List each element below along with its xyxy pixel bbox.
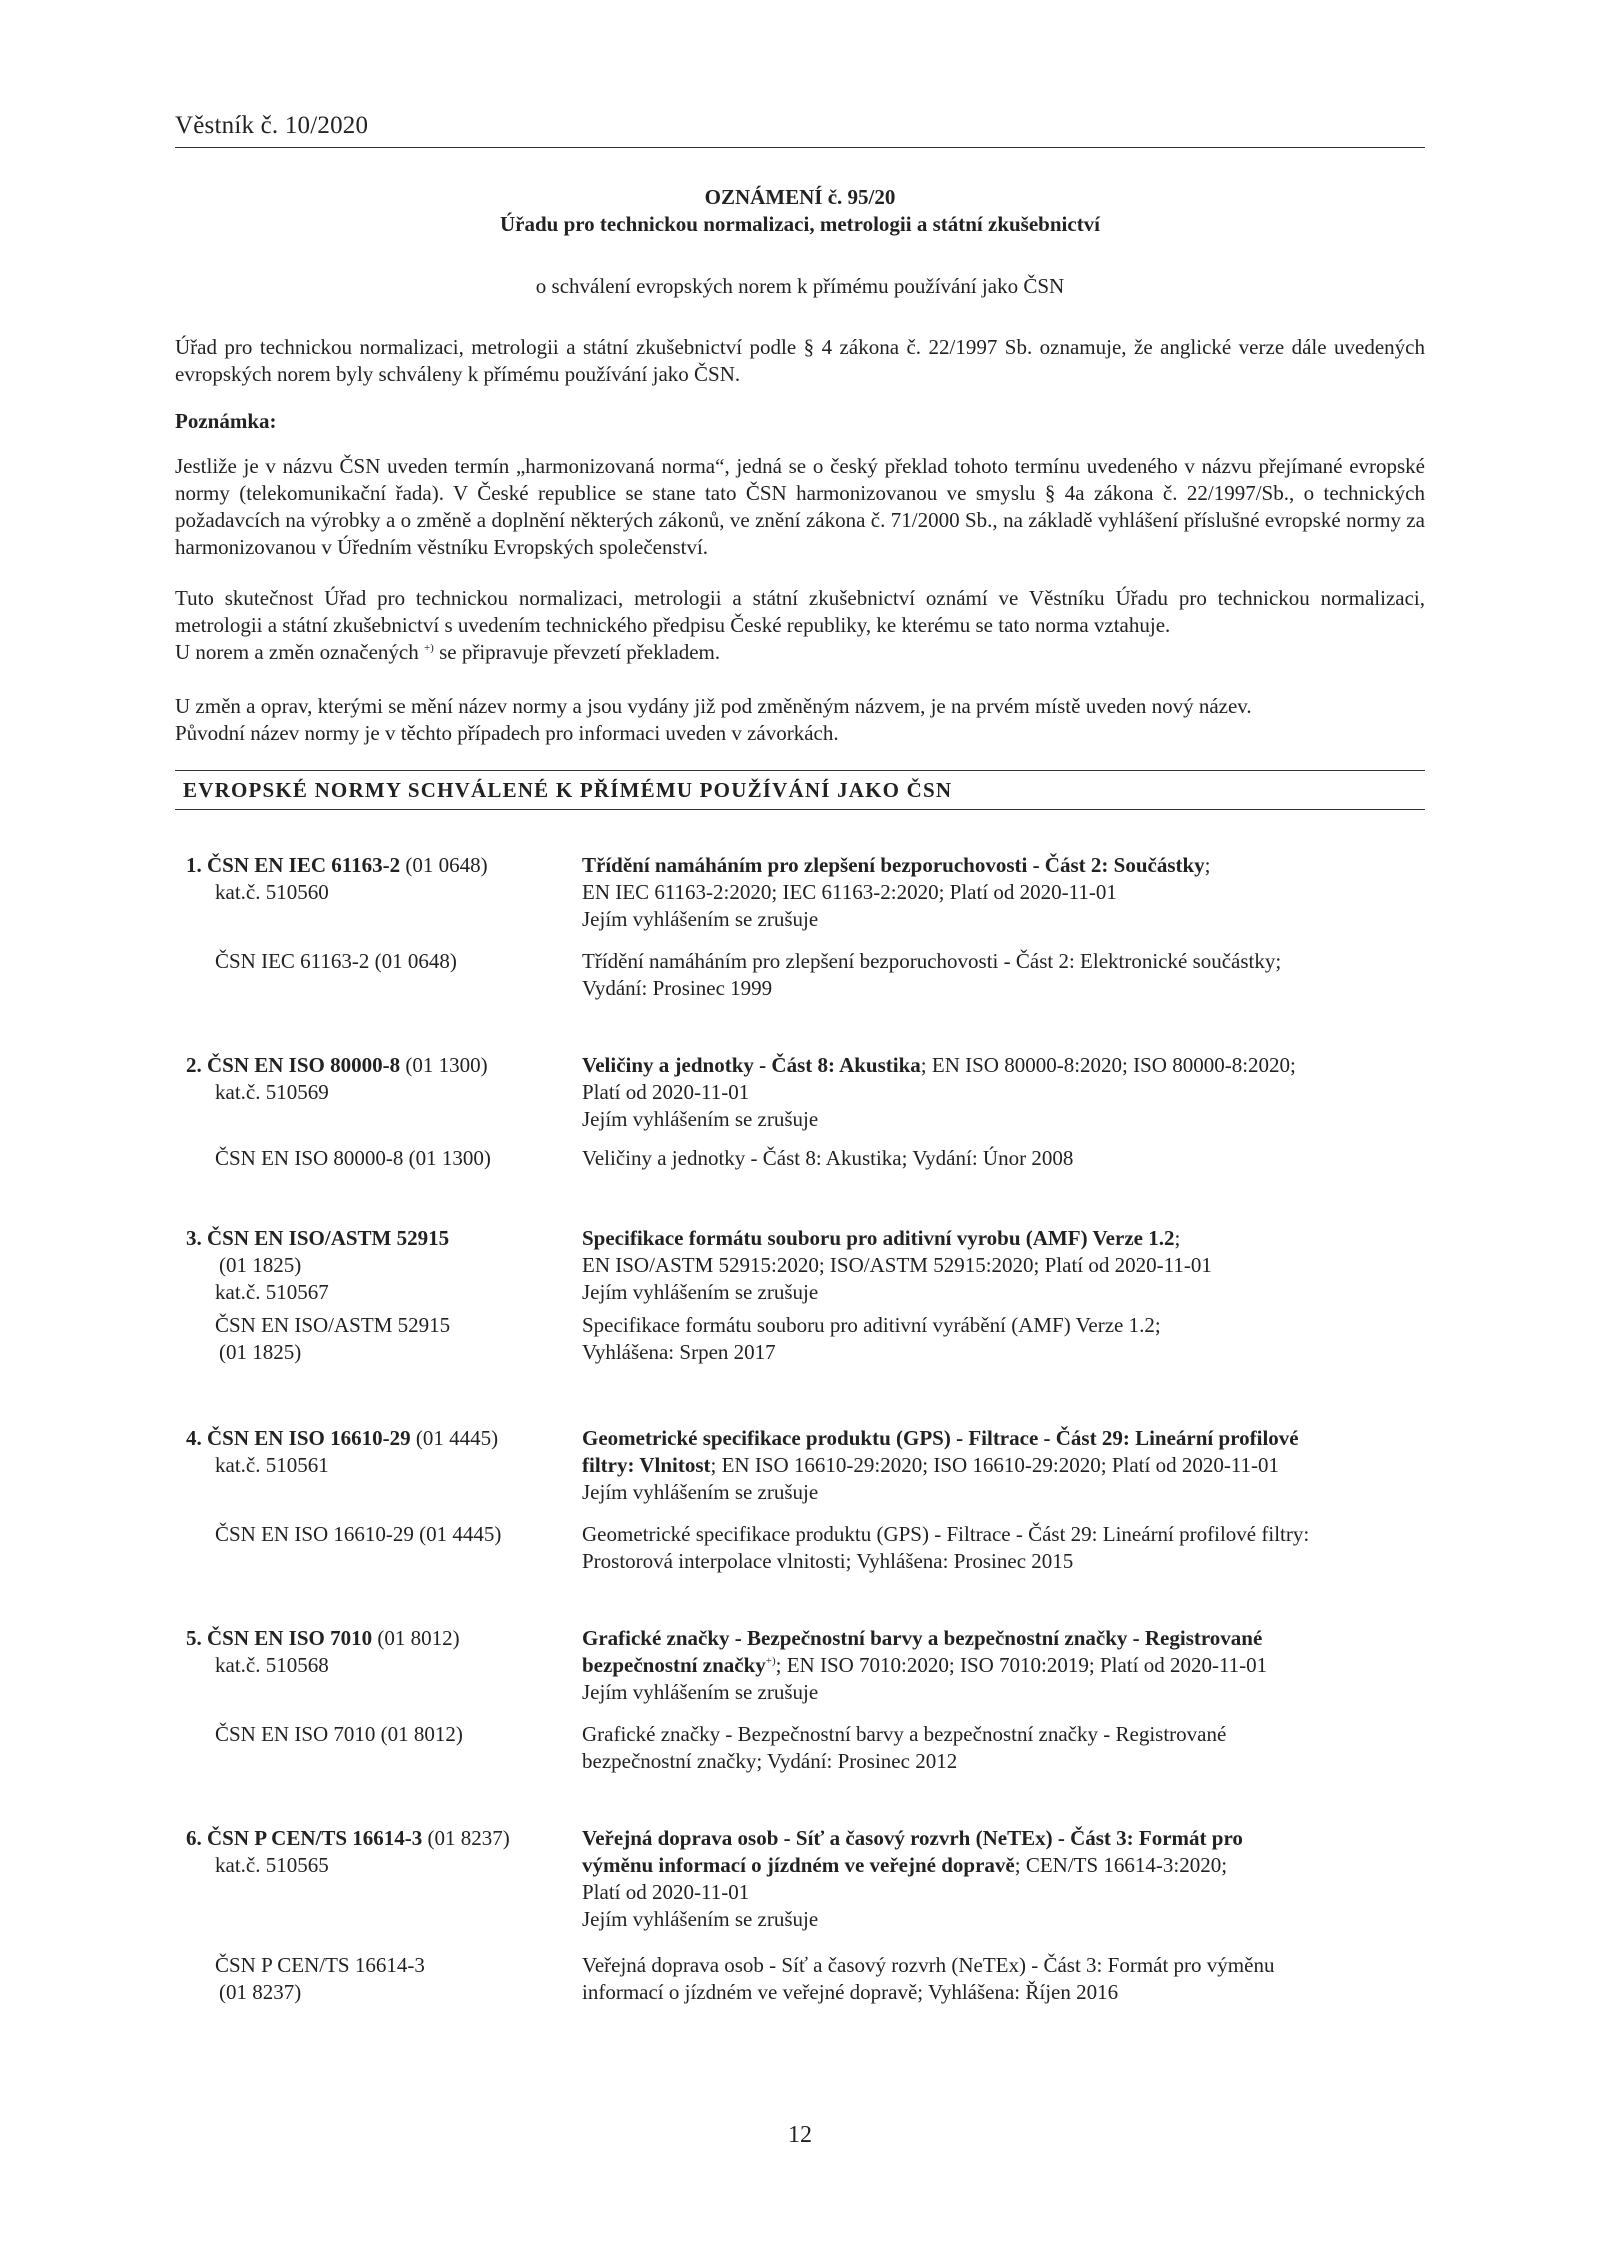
norm-number: 3. xyxy=(186,1226,207,1250)
norm-title-suffix: ; EN ISO 80000-8:2020; ISO 80000-8:2020; xyxy=(920,1053,1296,1077)
section-rule-bottom xyxy=(175,809,1425,810)
old-norm-id xyxy=(184,1952,564,2006)
old-norm-issue: bezpečnostní značky; Vydání: Prosinec 2012 xyxy=(582,1749,958,1773)
norm-description xyxy=(582,1052,1425,1133)
norm-replaces: Jejím vyhlášením se zrušuje xyxy=(582,1480,819,1504)
old-norm-issue: Vyhlášena: Srpen 2017 xyxy=(582,1340,776,1364)
norm-number: 5. xyxy=(186,1626,207,1650)
norm-title-suffix: ; xyxy=(1174,1226,1181,1250)
announcement-subtitle: o schválení evropských norem k přímému používání jako ČSN xyxy=(535,274,1065,298)
norm-title: Veličiny a jednotky - Část 8: Akustika xyxy=(582,1053,921,1077)
rename-line-2: Původní název normy je v těchto případech pro informaci uveden v závorkách. xyxy=(175,721,839,745)
page-number: 12 xyxy=(788,2122,812,2148)
announcement-title xyxy=(175,184,1425,238)
norm-id xyxy=(184,1625,564,1679)
norm-class: (01 4445) xyxy=(410,1426,499,1450)
norm-description xyxy=(582,1425,1425,1506)
old-norm-issue: Vydání: Prosinec 1999 xyxy=(582,976,773,1000)
old-norm-description xyxy=(582,1721,1425,1775)
old-norm-description xyxy=(582,948,1425,1002)
old-norm-title: Veřejná doprava osob - Síť a časový rozvrh (NeTEx) - Část 3: Formát pro výměnu xyxy=(582,1953,1275,1977)
norm-references: ; CEN/TS 16614-3:2020; xyxy=(1014,1853,1228,1877)
norm-catalog: kat.č. 510565 xyxy=(215,1853,329,1877)
norm-catalog: kat.č. 510568 xyxy=(215,1653,329,1677)
norm-validity: Platí od 2020-11-01 xyxy=(582,1080,750,1104)
norm-title: Geometrické specifikace produktu (GPS) - Filtrace - Část 29: Lineární profilové xyxy=(582,1426,1299,1450)
norm-references: EN IEC 61163-2:2020; IEC 61163-2:2020; Platí od 2020-11-01 xyxy=(582,880,1117,904)
norm-code: ČSN P CEN/TS 16614-3 xyxy=(207,1826,423,1850)
norm-id xyxy=(184,1052,564,1106)
norm-title: Třídění namáháním pro zlepšení bezporuchovosti - Část 2: Součástky xyxy=(582,853,1205,877)
norm-number: 4. xyxy=(186,1426,207,1450)
old-norm-title: Specifikace formátu souboru pro aditivní vyrábění (AMF) Verze 1.2; xyxy=(582,1313,1161,1337)
norm-replaces: Jejím vyhlášením se zrušuje xyxy=(582,1680,819,1704)
norm-code: ČSN EN ISO/ASTM 52915 xyxy=(207,1226,450,1250)
norm-title-cont: filtry: Vlnitost xyxy=(582,1453,711,1477)
old-norm-code: ČSN EN ISO 80000-8 (01 1300) xyxy=(215,1146,491,1170)
norm-code: ČSN EN ISO 16610-29 xyxy=(207,1426,411,1450)
norm-id xyxy=(184,852,564,906)
old-norm-code: ČSN EN ISO/ASTM 52915 xyxy=(215,1313,451,1337)
norm-id xyxy=(184,1425,564,1479)
norm-references: ; EN ISO 7010:2020; ISO 7010:2019; Platí od 2020-11-01 xyxy=(775,1653,1268,1677)
norm-description xyxy=(582,1625,1425,1706)
header-rule xyxy=(175,147,1425,148)
old-norm-code: ČSN IEC 61163-2 (01 0648) xyxy=(215,949,457,973)
norm-description xyxy=(582,852,1425,933)
translation-mark: +) xyxy=(765,1655,776,1667)
norm-code: ČSN EN ISO 80000-8 xyxy=(207,1053,401,1077)
norm-description xyxy=(582,1225,1425,1306)
notice-text: Tuto skutečnost Úřad pro technickou normalizaci, metrologii a státní zkušebnictví oznámí ve Věstníku Úřadu pro technickou normalizaci, metrologii a státní zkušebnictví s uvedením technického předpisu České republiky, ke kterému se tato norma vztahuje. xyxy=(175,586,1425,637)
old-norm-description: Veličiny a jednotky - Část 8: Akustika; Vydání: Únor 2008 xyxy=(582,1146,1074,1170)
running-header: Věstník č. 10/2020 xyxy=(175,112,369,139)
norm-references: ; EN ISO 16610-29:2020; ISO 16610-29:2020; Platí od 2020-11-01 xyxy=(710,1453,1280,1477)
norm-references: EN ISO/ASTM 52915:2020; ISO/ASTM 52915:2020; Platí od 2020-11-01 xyxy=(582,1253,1212,1277)
old-norm-title: Třídění namáháním pro zlepšení bezporuchovosti - Část 2: Elektronické součástky; xyxy=(582,949,1282,973)
old-norm-description xyxy=(582,1952,1425,2006)
norm-class: (01 1300) xyxy=(400,1053,488,1077)
norm-replaces: Jejím vyhlášením se zrušuje xyxy=(582,907,819,931)
norm-title-suffix: ; xyxy=(1204,853,1211,877)
translation-mark: +) xyxy=(423,642,434,654)
norm-class: (01 8012) xyxy=(372,1626,460,1650)
norm-title-cont: výměnu informací o jízdném ve veřejné dopravě xyxy=(582,1853,1015,1877)
norm-code: ČSN EN IEC 61163-2 xyxy=(207,853,401,877)
old-norm-class: (01 1825) xyxy=(219,1340,302,1364)
norm-catalog: kat.č. 510567 xyxy=(215,1280,329,1304)
note-paragraph: Jestliže je v názvu ČSN uveden termín „harmonizovaná norma“, jedná se o český překlad tohoto termínu uvedeného v názvu přejímané evropské normy (telekomunikační řada). V České republice se stane tato ČSN harmonizovanou ve smyslu § 4a zákona č. 22/1997/Sb., o technických požadavcích na výrobky a o změně a doplnění některých zákonů, ve znění zákona č. 71/2000 Sb., na základě vyhlášení příslušné evropské normy za harmonizovanou v Úředním věstníku Evropských společenství. xyxy=(175,454,1425,559)
norm-replaces: Jejím vyhlášením se zrušuje xyxy=(582,1280,819,1304)
translation-note-pre: U norem a změn označených xyxy=(175,640,424,664)
section-title: EVROPSKÉ NORMY SCHVÁLENÉ K PŘÍMÉMU POUŽÍVÁNÍ JAKO ČSN xyxy=(183,778,953,802)
old-norm-title: Grafické značky - Bezpečnostní barvy a bezpečnostní značky - Registrované xyxy=(582,1722,1227,1746)
norm-title: Veřejná doprava osob - Síť a časový rozvrh (NeTEx) - Část 3: Formát pro xyxy=(582,1826,1243,1850)
old-norm-issue: informací o jízdném ve veřejné dopravě; Vyhlášena: Říjen 2016 xyxy=(582,1980,1119,2004)
norm-code: ČSN EN ISO 7010 xyxy=(207,1626,373,1650)
announcement-number: OZNÁMENÍ č. 95/20 xyxy=(704,185,896,209)
old-norm-issue: Prostorová interpolace vlnitosti; Vyhlášena: Prosinec 2015 xyxy=(582,1549,1074,1573)
announcement-issuer: Úřadu pro technickou normalizaci, metrologii a státní zkušebnictví xyxy=(499,212,1101,236)
norm-class: (01 1825) xyxy=(219,1253,302,1277)
norm-class: (01 8237) xyxy=(422,1826,510,1850)
section-rule-top xyxy=(175,770,1425,771)
old-norm-description xyxy=(582,1521,1425,1575)
norm-catalog: kat.č. 510569 xyxy=(215,1080,329,1104)
norm-number: 1. xyxy=(186,853,207,877)
notice-paragraph xyxy=(175,585,1425,666)
norm-title: Specifikace formátu souboru pro aditivní vyrobu (AMF) Verze 1.2 xyxy=(582,1226,1175,1250)
norm-id xyxy=(184,1825,564,1879)
norm-validity: Platí od 2020-11-01 xyxy=(582,1880,750,1904)
norm-title-cont: bezpečnostní značky xyxy=(582,1653,766,1677)
norm-catalog: kat.č. 510560 xyxy=(215,880,329,904)
rename-line-1: U změn a oprav, kterými se mění název normy a jsou vydány již pod změněným názvem, je na prvém místě uveden nový název. xyxy=(175,694,1252,718)
old-norm-id xyxy=(184,1312,564,1366)
old-norm-class: (01 8237) xyxy=(219,1980,302,2004)
old-norm-description xyxy=(582,1312,1425,1366)
note-label: Poznámka: xyxy=(175,409,277,433)
norm-id xyxy=(184,1225,564,1306)
norm-replaces: Jejím vyhlášením se zrušuje xyxy=(582,1107,819,1131)
old-norm-code: ČSN P CEN/TS 16614-3 xyxy=(215,1953,425,1977)
norm-number: 2. xyxy=(186,1053,207,1077)
norm-replaces: Jejím vyhlášením se zrušuje xyxy=(582,1907,819,1931)
rename-paragraph xyxy=(175,693,1425,747)
old-norm-code: ČSN EN ISO 16610-29 (01 4445) xyxy=(215,1522,502,1546)
norm-title: Grafické značky - Bezpečnostní barvy a bezpečnostní značky - Registrované xyxy=(582,1626,1263,1650)
norm-description xyxy=(582,1825,1425,1933)
translation-note-post: se připravuje převzetí překladem. xyxy=(433,640,721,664)
norm-class: (01 0648) xyxy=(400,853,488,877)
norm-number: 6. xyxy=(186,1826,207,1850)
norm-catalog: kat.č. 510561 xyxy=(215,1453,329,1477)
old-norm-title: Geometrické specifikace produktu (GPS) - Filtrace - Část 29: Lineární profilové filtry: xyxy=(582,1522,1310,1546)
intro-paragraph: Úřad pro technickou normalizaci, metrologii a státní zkušebnictví podle § 4 zákona č. 22/1997 Sb. oznamuje, že anglické verze dále uvedených evropských norem byly schváleny k přímému používání jako ČSN. xyxy=(175,335,1425,386)
old-norm-code: ČSN EN ISO 7010 (01 8012) xyxy=(215,1722,463,1746)
